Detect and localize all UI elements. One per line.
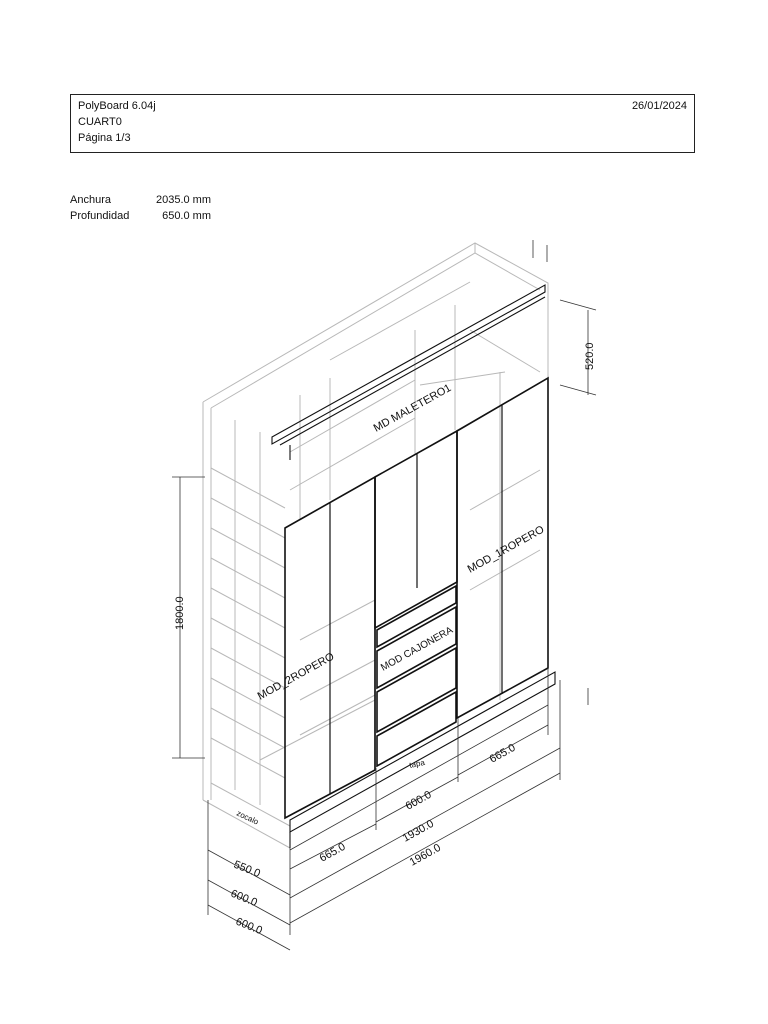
measure-width-left: 665.0 — [317, 840, 348, 865]
depth-value: 650.0 mm — [162, 210, 211, 222]
door-divisions — [330, 405, 502, 794]
measure-top-height: 520.0 — [584, 342, 596, 370]
width-value: 2035.0 mm — [155, 194, 211, 206]
measure-width-total: 1960.0 — [407, 841, 443, 869]
measure-width-inner: 1930.0 — [400, 817, 436, 845]
software-name: PolyBoard 6.04j — [78, 100, 156, 112]
measure-depth-1: 550.0 — [231, 858, 262, 881]
document-date: 26/01/2024 — [631, 100, 687, 112]
page-number: Página 1/3 — [78, 132, 131, 144]
zocalo-label: zocalo — [235, 808, 260, 827]
depth-label: Profundidad — [70, 210, 130, 222]
width-label: Anchura — [70, 194, 111, 206]
cajonera-label: MOD CAJONERA — [379, 624, 455, 674]
ropero1-label: MOD_1ROPERO — [465, 523, 547, 576]
measure-width-middle: 600.0 — [403, 788, 434, 813]
measure-depth-2: 600.0 — [228, 887, 259, 910]
project-name: CUART0 — [78, 116, 122, 128]
measure-depth-3: 600.0 — [233, 915, 264, 938]
tapa-label: tapa — [408, 757, 426, 770]
measure-height: 1800.0 — [174, 596, 186, 630]
ropero2-label: MOD_2ROPERO — [255, 650, 337, 703]
maletero-label: MD MALETERO1 — [371, 382, 454, 435]
measure-width-right: 665.0 — [487, 741, 518, 766]
dimension-lines — [172, 240, 596, 950]
